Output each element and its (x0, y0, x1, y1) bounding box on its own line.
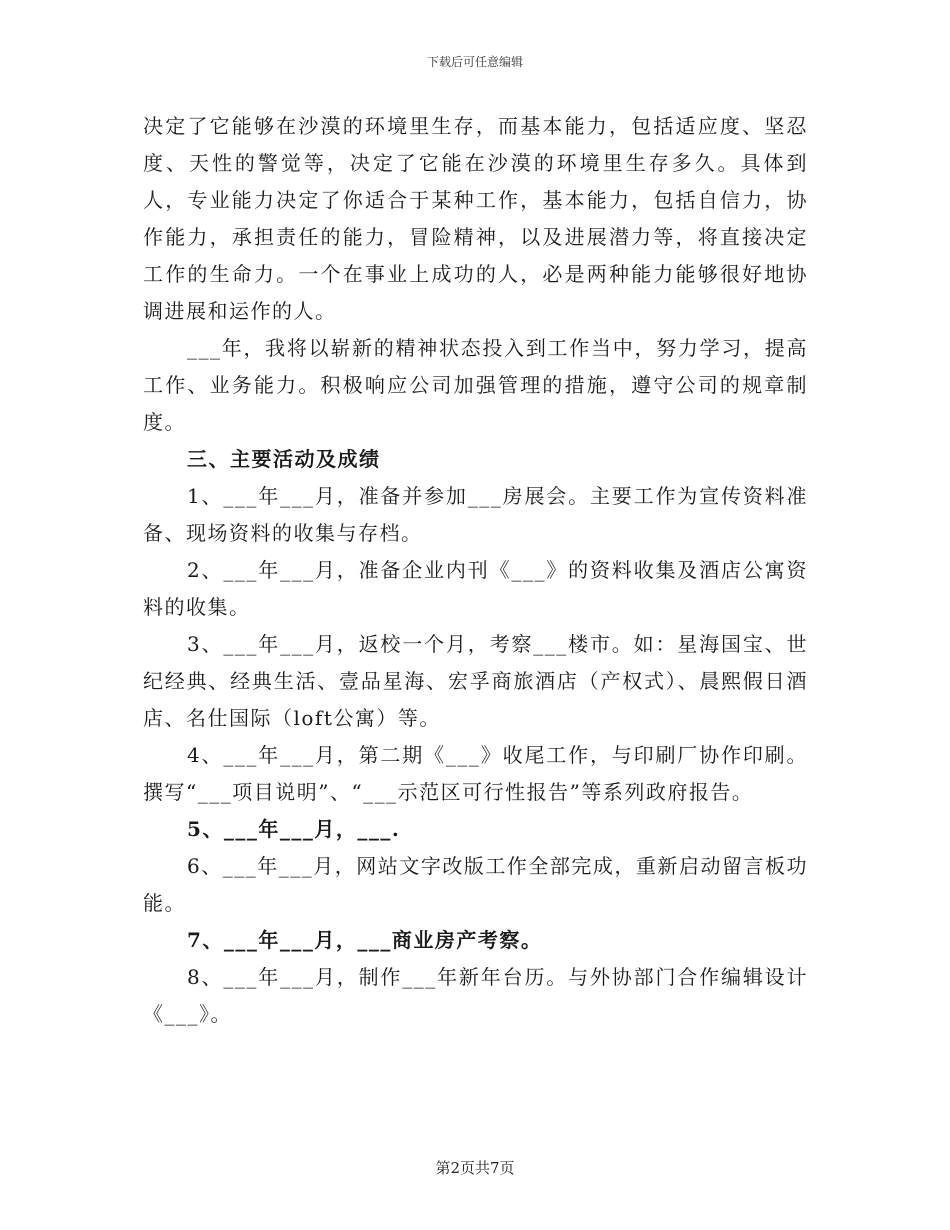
paragraph-plan: ___年，我将以崭新的精神状态投入到工作当中，努力学习，提高工作、业务能力。积极响应公司加强管理的措施，遵守公司的规章制度。 (143, 336, 808, 434)
list-item-4: 4、___年___月，第二期《___》收尾工作，与印刷厂协作印刷。撰写“___项目说明”、“___示范区可行性报告”等系列政府报告。 (143, 743, 808, 804)
list-item-5: 5、___年___月，___. (187, 817, 401, 841)
list-item-2: 2、___年___月，准备企业内刊《___》的资料收集及酒店公寓资料的收集。 (143, 558, 808, 619)
page-header: 下载后可任意编辑 (426, 55, 523, 69)
page-footer: 第2页共7页 (435, 1159, 515, 1177)
paragraph-continuation: 决定了它能够在沙漠的环境里生存，而基本能力，包括适应度、坚忍度、天性的警觉等，决定了它能在沙漠的环境里生存多久。具体到人，专业能力决定了你适合于某种工作，基本能力，包括自信力，协作能力，承担责任的能力，冒险精神，以及进展潜力等，将直接决定工作的生命力。一个在事业上成功的人，必是两种能力能够很好地协调进展和运作的人。 (143, 114, 808, 323)
list-item-1: 1、___年___月，准备并参加___房展会。主要工作为宣传资料准备、现场资料的收集与存档。 (143, 484, 808, 545)
document-body (143, 108, 808, 1033)
list-item-6: 6、___年___月，网站文字改版工作全部完成，重新启动留言板功能。 (143, 854, 808, 915)
section-heading: 三、主要活动及成绩 (187, 447, 381, 471)
list-item-8: 8、___年___月，制作___年新年台历。与外协部门合作编辑设计《___》。 (143, 965, 808, 1026)
list-item-3: 3、___年___月，返校一个月，考察___楼市。如：星海国宝、世纪经典、经典生活、壹品星海、宏孚商旅酒店（产权式）、晨熙假日酒店、名仕国际（loft公寓）等。 (143, 632, 808, 730)
list-item-7: 7、___年___月，___商业房产考察。 (187, 928, 543, 952)
